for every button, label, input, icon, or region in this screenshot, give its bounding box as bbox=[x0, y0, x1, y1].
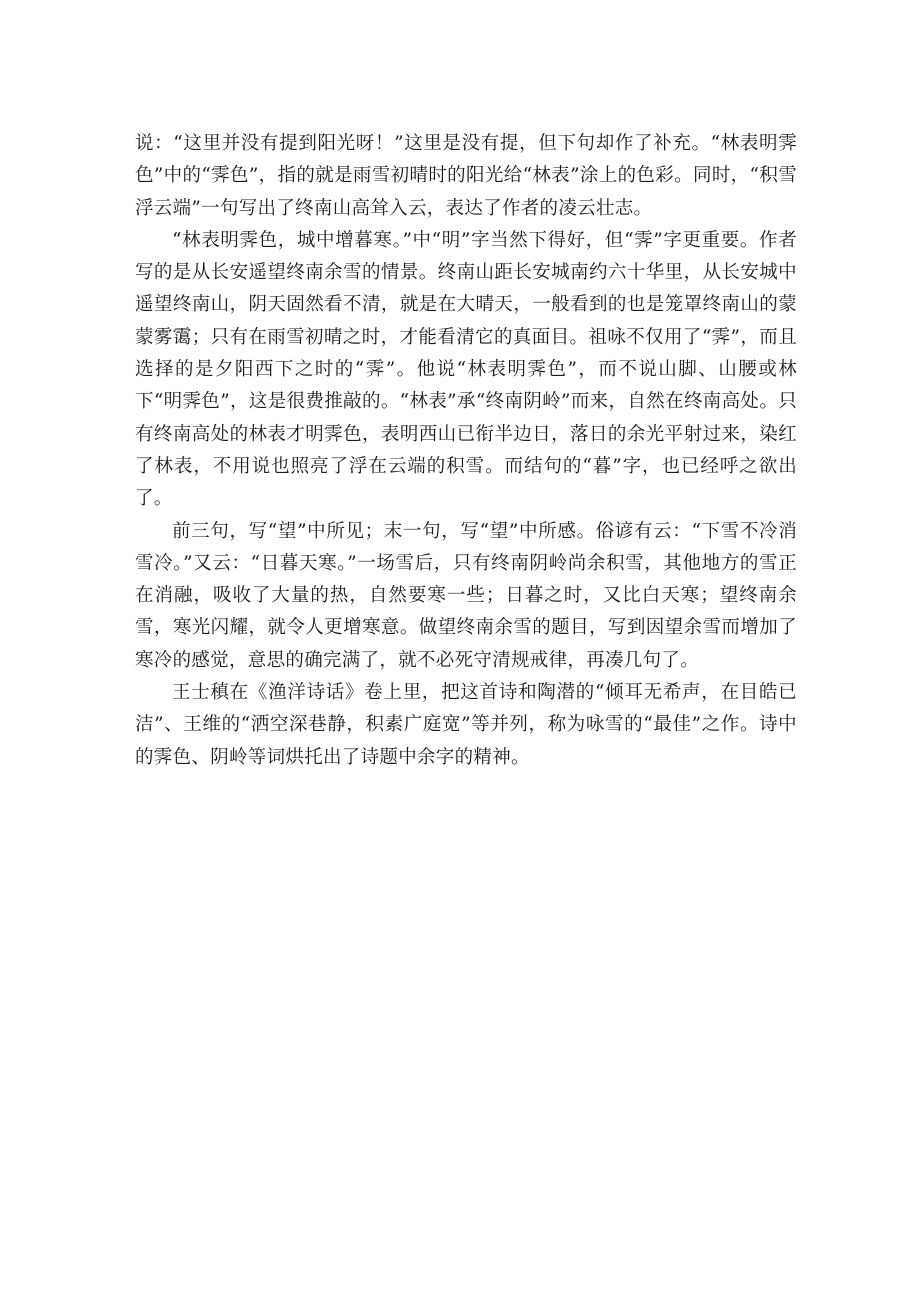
paragraph-1: 说：“这里并没有提到阳光呀！”这里是没有提，但下句却作了补充。“林表明霁色”中的“霁色”，指的就是雨雪初晴时的阳光给“林表”涂上的色彩。同时，“积雪浮云端”一句写出了终南山高耸入云，表达了作者的凌云壮志。 bbox=[135, 133, 797, 219]
paragraph-2: “林表明霁色，城中增暮寒。”中“明”字当然下得好，但“霁”字更重要。作者写的是从长安遥望终南余雪的情景。终南山距长安城南约六十华里，从长安城中遥望终南山，阴天固然看不清，就是在大晴天，一般看到的也是笼罩终南山的蒙蒙雾霭；只有在雨雪初晴之时，才能看清它的真面目。祖咏不仅用了“霁”，而且选择的是夕阳西下之时的“霁”。他说“林表明霁色”，而不说山脚、山腰或林下“明霁色”，这是很费推敲的。“林表”承“终南阴岭”而来，自然在终南高处。只有终南高处的林表才明霁色，表明西山已衔半边日，落日的余光平射过来，染红了林表，不用说也照亮了浮在云端的积雪。而结句的“暮”字，也已经呼之欲出了。 bbox=[135, 229, 797, 510]
paragraph-4: 王士稹在《渔洋诗话》卷上里，把这首诗和陶潜的“倾耳无希声，在目皓已洁”、王维的“洒空深巷静，积素广庭宽”等并列，称为咏雪的“最佳”之作。诗中的霁色、阴岭等词烘托出了诗题中余字的精神。 bbox=[135, 682, 797, 768]
document-body bbox=[135, 128, 797, 774]
paragraph-3: 前三句，写“望”中所见；末一句，写“望”中所感。俗谚有云：“下雪不冷消雪冷。”又云：“日暮天寒。”一场雪后，只有终南阴岭尚余积雪，其他地方的雪正在消融，吸收了大量的热，自然要寒一些；日暮之时，又比白天寒；望终南余雪，寒光闪耀，就令人更增寒意。做望终南余雪的题目，写到因望余雪而增加了寒冷的感觉，意思的确完满了，就不必死守清规戒律，再凑几句了。 bbox=[135, 520, 797, 671]
